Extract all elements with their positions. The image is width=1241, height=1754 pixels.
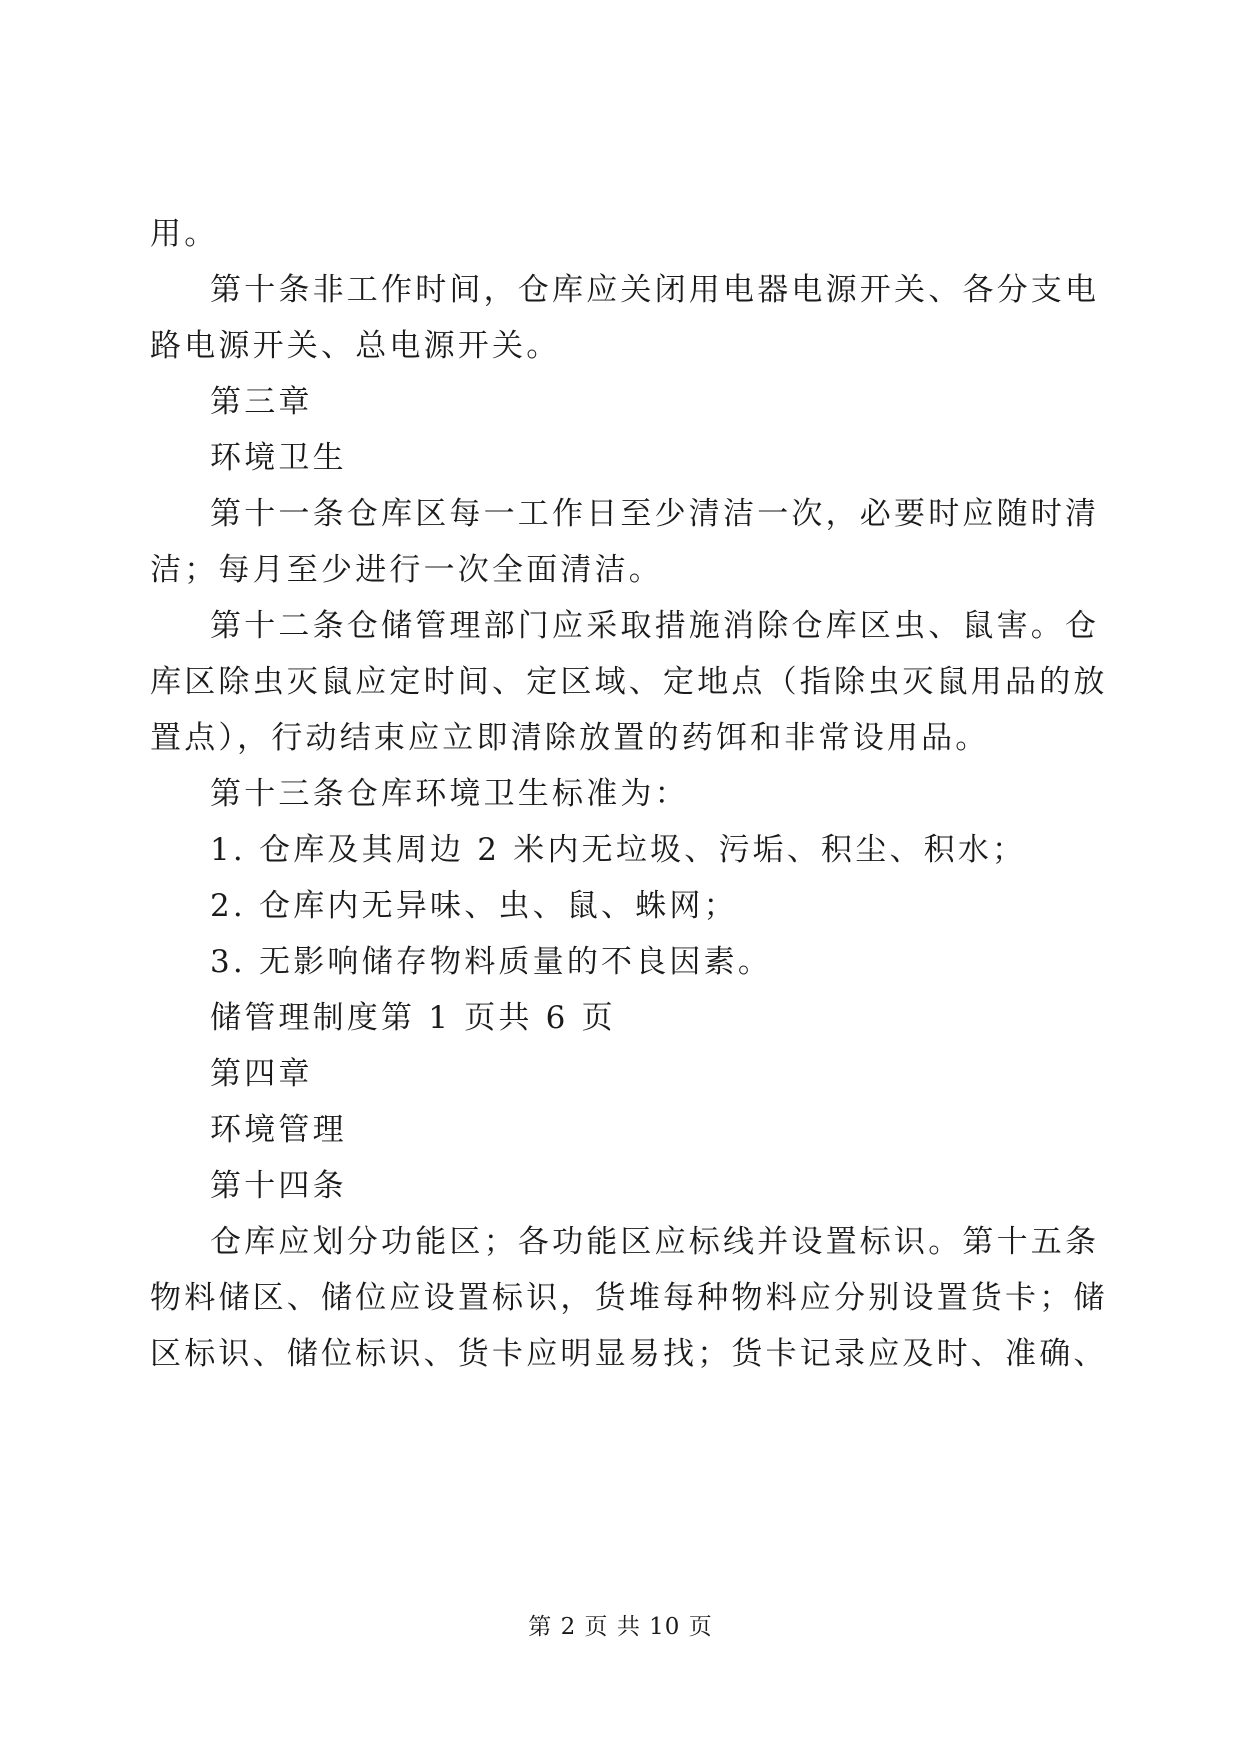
list-item: 2. 仓库内无异味、虫、鼠、蛛网；	[210, 888, 738, 924]
text-line: 洁；每月至少进行一次全面清洁。	[150, 552, 663, 588]
text-line: 第十二条仓储管理部门应采取措施消除仓库区虫、鼠害。仓	[210, 608, 1100, 644]
text-line: 第十三条仓库环境卫生标准为：	[210, 776, 689, 812]
chapter-title: 环境卫生	[210, 440, 347, 476]
text-line: 区标识、储位标识、货卡应明显易找；货卡记录应及时、准确、	[150, 1336, 1108, 1372]
text-line: 第十四条	[210, 1168, 347, 1204]
list-item: 3. 无影响储存物料质量的不良因素。	[210, 944, 773, 980]
list-item: 1. 仓库及其周边 2 米内无垃圾、污垢、积尘、积水；	[210, 832, 1027, 868]
text-line: 置点），行动结束应立即清除放置的药饵和非常设用品。	[150, 720, 990, 756]
text-line: 用。	[150, 216, 219, 252]
text-line: 仓库应划分功能区；各功能区应标线并设置标识。第十五条	[210, 1224, 1100, 1260]
text-line: 库区除虫灭鼠应定时间、定区域、定地点（指除虫灭鼠用品的放	[150, 664, 1108, 700]
chapter-heading: 第四章	[210, 1056, 313, 1092]
text-line: 第十条非工作时间，仓库应关闭用电器电源开关、各分支电	[210, 272, 1100, 308]
page-footer: 第 2 页 共 10 页	[528, 1614, 713, 1640]
text-line: 第十一条仓库区每一工作日至少清洁一次，必要时应随时清	[210, 496, 1100, 532]
chapter-heading: 第三章	[210, 384, 313, 420]
text-line: 储管理制度第 1 页共 6 页	[210, 1000, 616, 1036]
text-line: 物料储区、储位应设置标识，货堆每种物料应分别设置货卡；储	[150, 1280, 1108, 1316]
text-line: 路电源开关、总电源开关。	[150, 328, 561, 364]
chapter-title: 环境管理	[210, 1112, 347, 1148]
